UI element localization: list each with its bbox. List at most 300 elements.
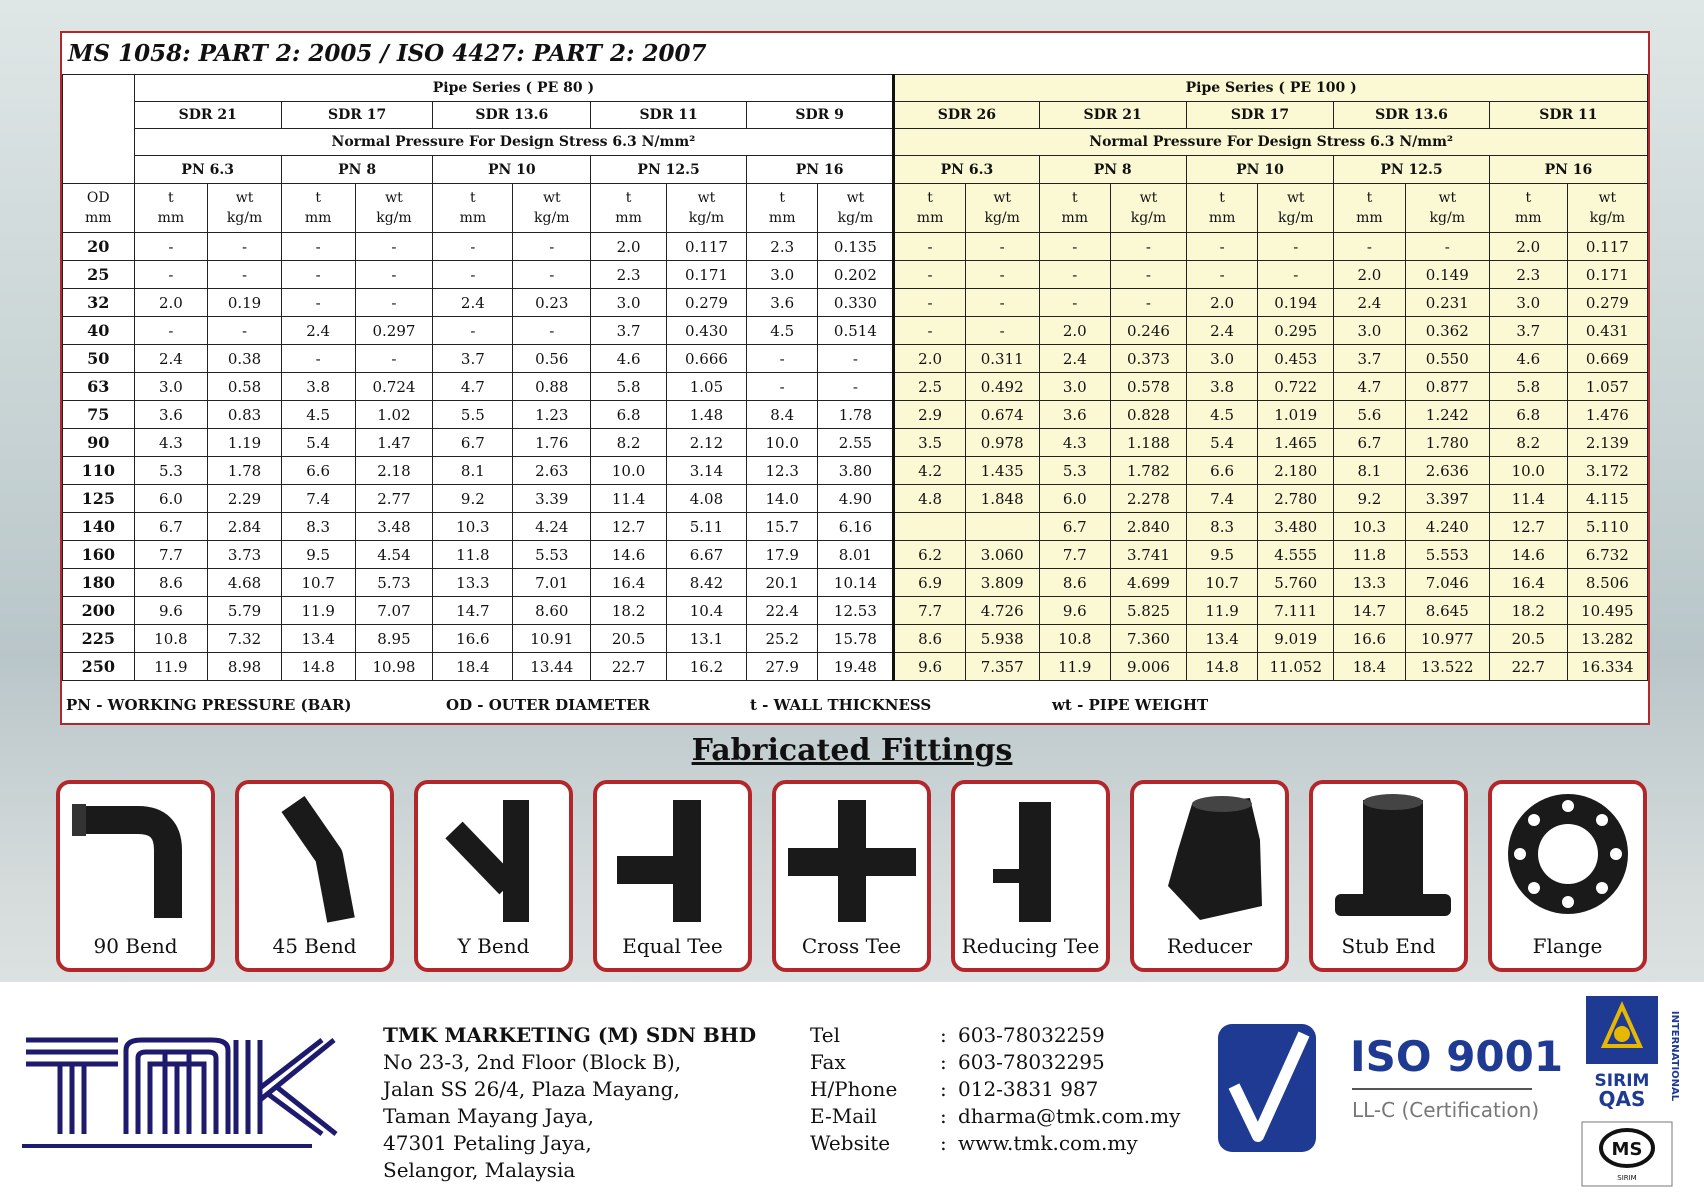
weight-cell: 1.48 (666, 401, 746, 429)
weight-cell: 2.29 (208, 485, 282, 513)
weight-cell: 0.38 (208, 345, 282, 373)
thickness-cell: - (134, 317, 208, 345)
thickness-cell: - (134, 261, 208, 289)
weight-cell: 2.77 (355, 485, 433, 513)
weight-cell: 10.98 (355, 653, 433, 681)
thickness-cell: 6.7 (1039, 513, 1111, 541)
thickness-cell: 3.7 (1489, 317, 1567, 345)
svg-text:SIRIM: SIRIM (1617, 1174, 1637, 1182)
tmk-logo (22, 1030, 342, 1150)
company-name: TMK MARKETING (M) SDN BHD (383, 1023, 757, 1047)
thickness-cell: 11.9 (1039, 653, 1111, 681)
thickness-cell: 13.4 (281, 625, 355, 653)
weight-cell: 5.760 (1258, 569, 1334, 597)
thickness-cell: 2.0 (1489, 233, 1567, 261)
weight-cell: - (355, 261, 433, 289)
fitting-label: Reducing Tee (961, 934, 1100, 958)
unit-header (1567, 184, 1647, 233)
thickness-cell: - (1039, 233, 1111, 261)
weight-cell: - (818, 373, 894, 401)
od-cell: 90 (63, 429, 135, 457)
weight-cell: 2.63 (513, 457, 591, 485)
company-block (383, 1022, 756, 1184)
thickness-cell: 8.2 (1489, 429, 1567, 457)
thickness-cell: 3.0 (134, 373, 208, 401)
contact-row: Fax : 603-78032295 (810, 1050, 1105, 1074)
sdr-header: SDR 13.6 (433, 102, 591, 129)
thickness-cell: 6.0 (134, 485, 208, 513)
weight-cell: 1.188 (1111, 429, 1187, 457)
weight-cell: 5.938 (965, 625, 1039, 653)
thickness-cell: 10.8 (134, 625, 208, 653)
weight-cell: 10.4 (666, 597, 746, 625)
od-cell: 250 (63, 653, 135, 681)
weight-cell: 1.782 (1111, 457, 1187, 485)
weight-cell (965, 513, 1039, 541)
weight-cell: 11.052 (1258, 653, 1334, 681)
thickness-cell: 25.2 (746, 625, 818, 653)
thickness-cell: 8.1 (1334, 457, 1406, 485)
contact-block (810, 1022, 1180, 1157)
thickness-cell: 2.4 (1039, 345, 1111, 373)
thickness-cell: 11.8 (1334, 541, 1406, 569)
cross-tee-icon (784, 790, 920, 924)
thickness-cell: 2.0 (1039, 317, 1111, 345)
thickness-cell: 8.2 (591, 429, 667, 457)
pn-header: PN 10 (433, 156, 591, 184)
weight-cell: 1.05 (666, 373, 746, 401)
weight-cell: 0.722 (1258, 373, 1334, 401)
thickness-cell: 8.4 (746, 401, 818, 429)
weight-cell: 1.476 (1567, 401, 1647, 429)
unit-header (433, 184, 513, 233)
thickness-cell: 11.9 (281, 597, 355, 625)
weight-cell: 1.242 (1405, 401, 1489, 429)
weight-cell: 2.12 (666, 429, 746, 457)
thickness-cell: - (746, 373, 818, 401)
thickness-cell: 4.3 (134, 429, 208, 457)
weight-cell: 0.171 (1567, 261, 1647, 289)
sirim-qas-logo (1584, 994, 1678, 1118)
weight-cell: - (1111, 289, 1187, 317)
weight-cell: 1.76 (513, 429, 591, 457)
weight-cell: - (355, 289, 433, 317)
stress-row (63, 129, 1648, 156)
weight-cell: 0.669 (1567, 345, 1647, 373)
weight-cell: 2.840 (1111, 513, 1187, 541)
unit-header (746, 184, 818, 233)
equal-tee-icon (605, 790, 741, 924)
weight-cell: 0.297 (355, 317, 433, 345)
weight-cell: - (965, 289, 1039, 317)
thickness-cell: 2.3 (1489, 261, 1567, 289)
iso-subtitle: LL-C (Certification) (1352, 1098, 1540, 1122)
thickness-cell: 9.6 (1039, 597, 1111, 625)
sdr-header: SDR 11 (591, 102, 747, 129)
fitting-card (235, 780, 394, 972)
thickness-cell: 8.6 (134, 569, 208, 597)
thickness-cell: 6.7 (134, 513, 208, 541)
thickness-cell: - (433, 317, 513, 345)
weight-cell: 0.58 (208, 373, 282, 401)
weight-cell: 0.550 (1405, 345, 1489, 373)
thickness-cell: 13.3 (433, 569, 513, 597)
unit-symbol: OD (86, 190, 110, 206)
thickness-cell: 7.4 (1186, 485, 1258, 513)
weight-cell: 4.115 (1567, 485, 1647, 513)
weight-cell: 3.480 (1258, 513, 1334, 541)
thickness-cell: 4.7 (433, 373, 513, 401)
thickness-cell: 14.7 (433, 597, 513, 625)
weight-cell: - (513, 317, 591, 345)
table-row (63, 317, 1648, 345)
pn-header: PN 6.3 (894, 156, 1039, 184)
thickness-cell: - (134, 233, 208, 261)
weight-cell: 13.44 (513, 653, 591, 681)
thickness-cell: 10.3 (1334, 513, 1406, 541)
weight-cell: 3.809 (965, 569, 1039, 597)
table-row (63, 345, 1648, 373)
od-cell: 140 (63, 513, 135, 541)
thickness-cell: 3.0 (591, 289, 667, 317)
fitting-label: 45 Bend (272, 934, 357, 958)
svg-text:SIRIM: SIRIM (1594, 1071, 1650, 1091)
weight-cell: 8.60 (513, 597, 591, 625)
thickness-cell: 14.8 (1186, 653, 1258, 681)
weight-cell: 10.977 (1405, 625, 1489, 653)
weight-cell: 1.02 (355, 401, 433, 429)
weight-cell: 2.278 (1111, 485, 1187, 513)
table-row (63, 597, 1648, 625)
pn-header: PN 12.5 (591, 156, 747, 184)
reducer-icon (1142, 790, 1278, 924)
table-row (63, 625, 1648, 653)
unit-label: kg/m (688, 210, 725, 226)
thickness-cell: - (894, 317, 966, 345)
thickness-cell: 14.6 (591, 541, 667, 569)
thickness-cell: 3.0 (1186, 345, 1258, 373)
thickness-cell: 15.7 (746, 513, 818, 541)
thickness-cell: 6.7 (433, 429, 513, 457)
table-row (63, 457, 1648, 485)
corner-cell (63, 75, 135, 184)
weight-cell: 15.78 (818, 625, 894, 653)
unit-label: mm (768, 210, 796, 226)
unit-label: mm (1208, 210, 1236, 226)
thickness-cell: 8.6 (894, 625, 966, 653)
pipe-spec-table (62, 74, 1648, 681)
weight-cell: 6.67 (666, 541, 746, 569)
weight-cell: 4.24 (513, 513, 591, 541)
unit-symbol: t (1525, 190, 1532, 206)
weight-cell: 8.42 (666, 569, 746, 597)
thickness-cell: 13.4 (1186, 625, 1258, 653)
weight-cell: 5.73 (355, 569, 433, 597)
thickness-cell: 6.6 (1186, 457, 1258, 485)
table-row (63, 373, 1648, 401)
unit-label: mm (84, 210, 112, 226)
thickness-cell: 2.4 (134, 345, 208, 373)
weight-cell: 0.514 (818, 317, 894, 345)
weight-cell: 5.79 (208, 597, 282, 625)
thickness-cell: - (281, 345, 355, 373)
weight-cell: 2.636 (1405, 457, 1489, 485)
weight-cell: - (1405, 233, 1489, 261)
thickness-cell: 2.4 (281, 317, 355, 345)
weight-cell: 0.362 (1405, 317, 1489, 345)
weight-cell: 1.057 (1567, 373, 1647, 401)
weight-cell: 0.330 (818, 289, 894, 317)
fitting-card (56, 780, 215, 972)
weight-cell: - (1258, 233, 1334, 261)
fitting-card (951, 780, 1110, 972)
unit-header (894, 184, 966, 233)
weight-cell: 16.2 (666, 653, 746, 681)
weight-cell: - (965, 261, 1039, 289)
fitting-label: 90 Bend (93, 934, 178, 958)
od-cell: 50 (63, 345, 135, 373)
unit-header (355, 184, 433, 233)
contact-row: E-Mail : dharma@tmk.com.my (810, 1104, 1181, 1128)
thickness-cell (894, 513, 966, 541)
thickness-cell: 2.5 (894, 373, 966, 401)
weight-cell: - (965, 317, 1039, 345)
thickness-cell: 4.3 (1039, 429, 1111, 457)
thickness-cell: - (281, 261, 355, 289)
weight-cell: 7.360 (1111, 625, 1187, 653)
weight-cell: 0.19 (208, 289, 282, 317)
thickness-cell: 5.6 (1334, 401, 1406, 429)
fitting-label: Reducer (1166, 934, 1253, 958)
website-link[interactable]: www.tmk.com.my (958, 1131, 1138, 1155)
bend-45-icon (247, 790, 383, 924)
weight-cell: - (1111, 261, 1187, 289)
thickness-cell: 2.4 (433, 289, 513, 317)
contact-row: H/Phone : 012-3831 987 (810, 1077, 1099, 1101)
weight-cell: 0.135 (818, 233, 894, 261)
thickness-cell: 10.0 (591, 457, 667, 485)
table-row (63, 541, 1648, 569)
contact-row: Tel : 603-78032259 (810, 1023, 1105, 1047)
thickness-cell: 6.8 (591, 401, 667, 429)
reducing-tee-icon (963, 790, 1099, 924)
unit-symbol: t (625, 190, 632, 206)
weight-cell: 0.279 (666, 289, 746, 317)
unit-symbol: t (1071, 190, 1078, 206)
thickness-cell: - (433, 261, 513, 289)
thickness-cell: 12.7 (1489, 513, 1567, 541)
thickness-cell: - (894, 261, 966, 289)
design-stress-header: Normal Pressure For Design Stress 6.3 N/mm² (894, 129, 1648, 156)
thickness-cell: 2.0 (894, 345, 966, 373)
thickness-cell: 3.0 (1334, 317, 1406, 345)
thickness-cell: 5.3 (1039, 457, 1111, 485)
fittings-gallery (56, 780, 1656, 975)
pn-header: PN 8 (281, 156, 433, 184)
thickness-cell: 3.7 (591, 317, 667, 345)
weight-cell: 1.780 (1405, 429, 1489, 457)
unit-symbol: t (927, 190, 933, 206)
email-link[interactable]: dharma@tmk.com.my (958, 1104, 1181, 1128)
weight-cell: 1.23 (513, 401, 591, 429)
thickness-cell: 18.4 (1334, 653, 1406, 681)
thickness-cell: 16.6 (1334, 625, 1406, 653)
thickness-cell: 2.4 (1334, 289, 1406, 317)
unit-symbol: t (1366, 190, 1373, 206)
od-cell: 20 (63, 233, 135, 261)
sdr-header: SDR 9 (746, 102, 893, 129)
tel-value: 603-78032259 (958, 1023, 1105, 1047)
unit-header (1489, 184, 1567, 233)
unit-symbol: wt (235, 190, 254, 206)
thickness-cell: 3.0 (1039, 373, 1111, 401)
weight-cell: 0.231 (1405, 289, 1489, 317)
weight-cell: 0.978 (965, 429, 1039, 457)
weight-cell: 0.23 (513, 289, 591, 317)
unit-header (1258, 184, 1334, 233)
unit-label: kg/m (1130, 210, 1167, 226)
table-row (63, 513, 1648, 541)
thickness-cell: 9.6 (134, 597, 208, 625)
weight-cell: 4.726 (965, 597, 1039, 625)
weight-cell: 0.246 (1111, 317, 1187, 345)
weight-cell: 3.39 (513, 485, 591, 513)
weight-cell: 5.110 (1567, 513, 1647, 541)
fitting-label: Equal Tee (622, 934, 723, 958)
weight-cell: 6.732 (1567, 541, 1647, 569)
weight-cell: 7.357 (965, 653, 1039, 681)
weight-cell: 8.506 (1567, 569, 1647, 597)
unit-label: kg/m (1589, 210, 1626, 226)
od-cell: 225 (63, 625, 135, 653)
weight-cell: 8.645 (1405, 597, 1489, 625)
fitting-card (1130, 780, 1289, 972)
unit-symbol: wt (697, 190, 716, 206)
unit-symbol: t (315, 190, 321, 206)
thickness-cell: 11.4 (591, 485, 667, 513)
thickness-cell: 2.3 (746, 233, 818, 261)
weight-cell: 0.492 (965, 373, 1039, 401)
fitting-label: Stub End (1341, 934, 1436, 958)
od-cell: 200 (63, 597, 135, 625)
y-bend-icon (426, 790, 562, 924)
thickness-cell: - (746, 345, 818, 373)
weight-cell: 1.47 (355, 429, 433, 457)
thickness-cell: 10.0 (1489, 457, 1567, 485)
fitting-card (1488, 780, 1647, 972)
thickness-cell: 14.8 (281, 653, 355, 681)
sdr-header: SDR 17 (281, 102, 433, 129)
thickness-cell: - (1039, 261, 1111, 289)
thickness-cell: 2.3 (591, 261, 667, 289)
unit-label: kg/m (1429, 210, 1465, 226)
thickness-cell: 3.6 (746, 289, 818, 317)
thickness-cell: 10.7 (1186, 569, 1258, 597)
thickness-cell: 2.0 (591, 233, 667, 261)
weight-cell: 0.431 (1567, 317, 1647, 345)
unit-symbol: t (470, 190, 476, 206)
weight-cell: 0.724 (355, 373, 433, 401)
thickness-cell: 9.5 (1186, 541, 1258, 569)
thickness-cell: 12.7 (591, 513, 667, 541)
thickness-cell: 14.0 (746, 485, 818, 513)
thickness-cell: 14.7 (1334, 597, 1406, 625)
weight-cell: 1.78 (208, 457, 282, 485)
weight-cell: - (355, 345, 433, 373)
od-cell: 125 (63, 485, 135, 513)
legend-od: OD - OUTER DIAMETER (446, 696, 650, 714)
table-row (63, 569, 1648, 597)
unit-label: mm (1515, 210, 1542, 226)
design-stress-header: Normal Pressure For Design Stress 6.3 N/mm² (134, 129, 894, 156)
unit-header (666, 184, 746, 233)
thickness-cell: 7.7 (134, 541, 208, 569)
thickness-cell: 5.8 (591, 373, 667, 401)
od-cell: 75 (63, 401, 135, 429)
thickness-cell: 20.1 (746, 569, 818, 597)
od-cell: 25 (63, 261, 135, 289)
thickness-cell: 4.5 (281, 401, 355, 429)
thickness-cell: 11.4 (1489, 485, 1567, 513)
unit-symbol: t (168, 190, 174, 206)
thickness-cell: 10.0 (746, 429, 818, 457)
weight-cell: 2.139 (1567, 429, 1647, 457)
unit-symbol: wt (846, 190, 865, 206)
unit-label: kg/m (226, 210, 263, 226)
thickness-cell: 9.5 (281, 541, 355, 569)
unit-label: mm (916, 210, 944, 226)
thickness-cell: 20.5 (591, 625, 667, 653)
weight-cell: 4.08 (666, 485, 746, 513)
unit-symbol: wt (993, 190, 1011, 206)
unit-symbol: t (1219, 190, 1225, 206)
iso-title: ISO 9001 (1350, 1032, 1564, 1081)
thickness-cell: 22.4 (746, 597, 818, 625)
bend-90-icon (68, 790, 204, 924)
contact-key: Website (810, 1131, 891, 1155)
weight-cell: 8.98 (208, 653, 282, 681)
weight-cell: 0.828 (1111, 401, 1187, 429)
weight-cell: 10.14 (818, 569, 894, 597)
thickness-cell: 5.5 (433, 401, 513, 429)
thickness-cell: 10.8 (1039, 625, 1111, 653)
thickness-cell: 3.8 (1186, 373, 1258, 401)
thickness-cell: 6.2 (894, 541, 966, 569)
unit-header (818, 184, 894, 233)
weight-cell: - (208, 317, 282, 345)
sdr-header: SDR 13.6 (1334, 102, 1490, 129)
weight-cell: 8.01 (818, 541, 894, 569)
unit-symbol: wt (1598, 190, 1617, 206)
pn-header: PN 12.5 (1334, 156, 1490, 184)
thickness-cell: 2.0 (1186, 289, 1258, 317)
unit-label: kg/m (1278, 210, 1314, 226)
thickness-cell: 3.7 (1334, 345, 1406, 373)
fitting-card (772, 780, 931, 972)
unit-label: mm (459, 210, 487, 226)
unit-symbol: wt (542, 190, 561, 206)
weight-cell: 0.171 (666, 261, 746, 289)
weight-cell: 0.430 (666, 317, 746, 345)
thickness-cell: 8.1 (433, 457, 513, 485)
weight-cell: 0.117 (1567, 233, 1647, 261)
thickness-cell: 16.4 (591, 569, 667, 597)
thickness-cell: 6.8 (1489, 401, 1567, 429)
weight-cell: 5.825 (1111, 597, 1187, 625)
legend-t: t - WALL THICKNESS (750, 696, 932, 714)
weight-cell: 3.060 (965, 541, 1039, 569)
thickness-cell: - (433, 233, 513, 261)
